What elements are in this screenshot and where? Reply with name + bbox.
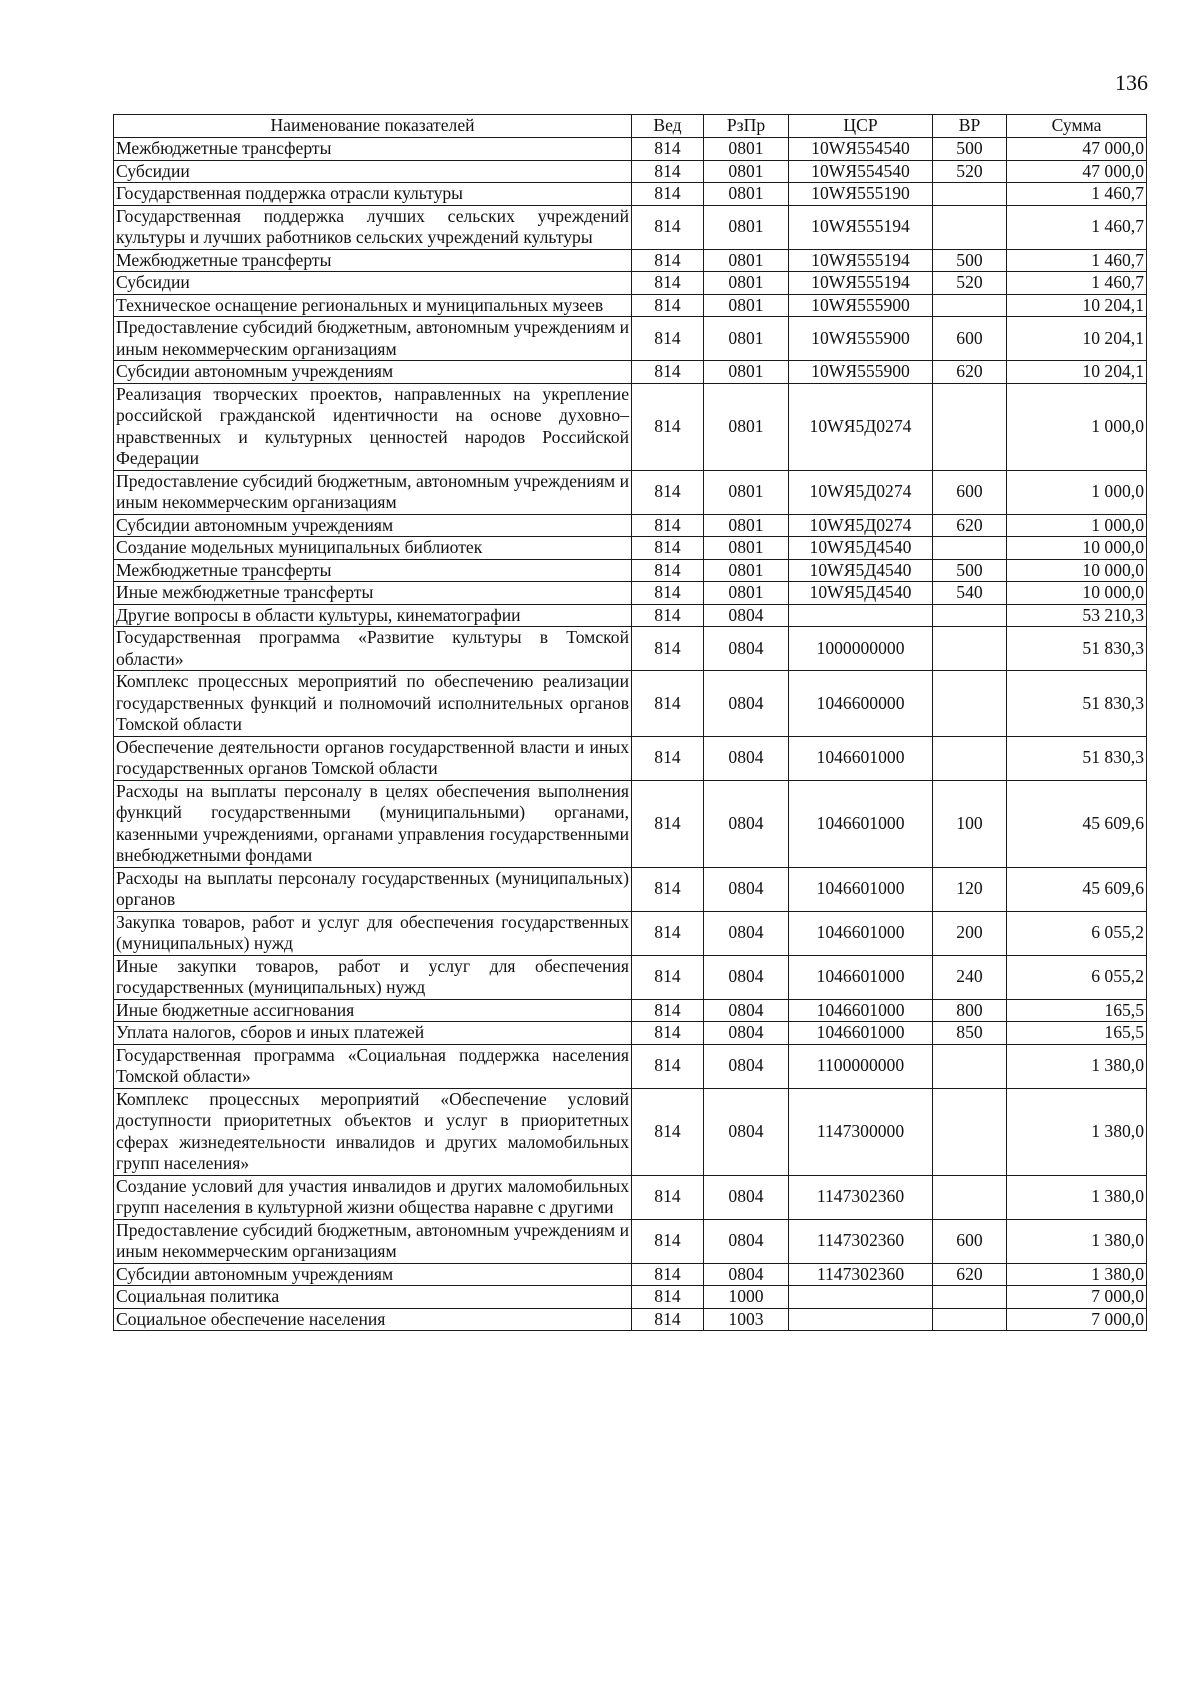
header-vr: ВР xyxy=(933,115,1007,138)
cell-name: Предоставление субсидий бюджетным, автономным учреждениям и иным некоммерческим организациям xyxy=(114,317,632,361)
cell-name: Социальное обеспечение населения xyxy=(114,1308,632,1331)
cell-rzpr: 0804 xyxy=(704,1022,789,1045)
header-name: Наименование показателей xyxy=(114,115,632,138)
cell-sum: 10 204,1 xyxy=(1007,317,1147,361)
cell-sum: 10 000,0 xyxy=(1007,537,1147,560)
table-row xyxy=(114,1044,1147,1088)
cell-rzpr: 0804 xyxy=(704,1263,789,1286)
cell-rzpr: 0804 xyxy=(704,780,789,867)
cell-name: Межбюджетные трансферты xyxy=(114,559,632,582)
cell-ved: 814 xyxy=(632,272,704,295)
table-row xyxy=(114,736,1147,780)
cell-name: Субсидии автономным учреждениям xyxy=(114,1263,632,1286)
cell-ved: 814 xyxy=(632,582,704,605)
cell-ved: 814 xyxy=(632,604,704,627)
cell-ved: 814 xyxy=(632,1308,704,1331)
cell-vr xyxy=(933,671,1007,737)
cell-rzpr: 0804 xyxy=(704,627,789,671)
cell-sum: 1 000,0 xyxy=(1007,514,1147,537)
cell-sum: 10 204,1 xyxy=(1007,361,1147,384)
table-row xyxy=(114,183,1147,206)
cell-rzpr: 0801 xyxy=(704,317,789,361)
cell-ved: 814 xyxy=(632,559,704,582)
cell-name: Иные межбюджетные трансферты xyxy=(114,582,632,605)
cell-csr: 10WЯ554540 xyxy=(789,138,933,161)
cell-sum: 1 460,7 xyxy=(1007,249,1147,272)
cell-ved: 814 xyxy=(632,383,704,470)
cell-name: Государственная поддержка отрасли культуры xyxy=(114,183,632,206)
cell-sum: 45 609,6 xyxy=(1007,867,1147,911)
table-row xyxy=(114,604,1147,627)
cell-rzpr: 0804 xyxy=(704,736,789,780)
cell-name: Расходы на выплаты персоналу государственных (муниципальных) органов xyxy=(114,867,632,911)
cell-name: Уплата налогов, сборов и иных платежей xyxy=(114,1022,632,1045)
cell-csr: 10WЯ555190 xyxy=(789,183,933,206)
cell-ved: 814 xyxy=(632,183,704,206)
cell-name: Межбюджетные трансферты xyxy=(114,249,632,272)
cell-csr: 1147302360 xyxy=(789,1175,933,1219)
cell-rzpr: 0804 xyxy=(704,999,789,1022)
cell-ved: 814 xyxy=(632,671,704,737)
table-row xyxy=(114,249,1147,272)
cell-vr xyxy=(933,537,1007,560)
table-row xyxy=(114,537,1147,560)
table-row xyxy=(114,559,1147,582)
cell-sum: 7 000,0 xyxy=(1007,1308,1147,1331)
cell-name: Создание условий для участия инвалидов и других маломобильных групп населения в культурной жизни общества наравне с другими xyxy=(114,1175,632,1219)
cell-ved: 814 xyxy=(632,160,704,183)
cell-sum: 1 000,0 xyxy=(1007,383,1147,470)
cell-name: Субсидии автономным учреждениям xyxy=(114,361,632,384)
cell-rzpr: 0804 xyxy=(704,1219,789,1263)
cell-rzpr: 0801 xyxy=(704,470,789,514)
cell-rzpr: 0804 xyxy=(704,1044,789,1088)
table-body xyxy=(114,138,1147,1331)
table-row xyxy=(114,1022,1147,1045)
cell-csr: 10WЯ555900 xyxy=(789,317,933,361)
cell-csr: 10WЯ5Д4540 xyxy=(789,559,933,582)
cell-ved: 814 xyxy=(632,537,704,560)
cell-vr xyxy=(933,1044,1007,1088)
cell-name: Предоставление субсидий бюджетным, автономным учреждениям и иным некоммерческим организациям xyxy=(114,470,632,514)
cell-vr xyxy=(933,1175,1007,1219)
cell-vr xyxy=(933,1088,1007,1175)
cell-sum: 53 210,3 xyxy=(1007,604,1147,627)
cell-rzpr: 0804 xyxy=(704,604,789,627)
cell-vr: 500 xyxy=(933,249,1007,272)
cell-sum: 10 000,0 xyxy=(1007,559,1147,582)
cell-ved: 814 xyxy=(632,1263,704,1286)
cell-rzpr: 0801 xyxy=(704,160,789,183)
budget-table xyxy=(113,114,1147,1331)
table-row xyxy=(114,1088,1147,1175)
cell-name: Государственная программа «Развитие культуры в Томской области» xyxy=(114,627,632,671)
cell-csr: 10WЯ555900 xyxy=(789,294,933,317)
cell-rzpr: 0801 xyxy=(704,361,789,384)
cell-name: Государственная программа «Социальная поддержка населения Томской области» xyxy=(114,1044,632,1088)
cell-rzpr: 0801 xyxy=(704,205,789,249)
cell-ved: 814 xyxy=(632,911,704,955)
cell-ved: 814 xyxy=(632,1088,704,1175)
cell-vr: 850 xyxy=(933,1022,1007,1045)
cell-ved: 814 xyxy=(632,867,704,911)
table-row xyxy=(114,272,1147,295)
cell-vr xyxy=(933,183,1007,206)
cell-vr: 620 xyxy=(933,514,1007,537)
cell-csr: 1046601000 xyxy=(789,911,933,955)
cell-ved: 814 xyxy=(632,294,704,317)
cell-vr: 240 xyxy=(933,955,1007,999)
cell-csr: 1147300000 xyxy=(789,1088,933,1175)
cell-vr: 500 xyxy=(933,559,1007,582)
table-row xyxy=(114,317,1147,361)
table-row xyxy=(114,1219,1147,1263)
table-row xyxy=(114,627,1147,671)
cell-ved: 814 xyxy=(632,1022,704,1045)
cell-vr: 520 xyxy=(933,160,1007,183)
cell-rzpr: 0804 xyxy=(704,1175,789,1219)
table-row xyxy=(114,999,1147,1022)
cell-sum: 165,5 xyxy=(1007,1022,1147,1045)
cell-sum: 10 000,0 xyxy=(1007,582,1147,605)
table-row xyxy=(114,470,1147,514)
cell-vr xyxy=(933,294,1007,317)
cell-name: Создание модельных муниципальных библиотек xyxy=(114,537,632,560)
cell-name: Иные бюджетные ассигнования xyxy=(114,999,632,1022)
cell-rzpr: 0804 xyxy=(704,671,789,737)
cell-vr: 200 xyxy=(933,911,1007,955)
cell-sum: 7 000,0 xyxy=(1007,1286,1147,1309)
cell-ved: 814 xyxy=(632,999,704,1022)
cell-rzpr: 1000 xyxy=(704,1286,789,1309)
cell-name: Расходы на выплаты персоналу в целях обеспечения выполнения функций государственными (муниципальными) органами, казенными учреждениями, органами управления государственными внебюджетными фондами xyxy=(114,780,632,867)
table-row xyxy=(114,138,1147,161)
cell-name: Субсидии xyxy=(114,160,632,183)
cell-ved: 814 xyxy=(632,317,704,361)
cell-sum: 1 460,7 xyxy=(1007,183,1147,206)
cell-ved: 814 xyxy=(632,736,704,780)
cell-vr: 620 xyxy=(933,1263,1007,1286)
cell-csr: 1147302360 xyxy=(789,1219,933,1263)
cell-csr: 10WЯ5Д0274 xyxy=(789,514,933,537)
table-row xyxy=(114,671,1147,737)
table-header xyxy=(114,115,1147,138)
cell-vr: 620 xyxy=(933,361,1007,384)
page-number: 136 xyxy=(1115,70,1148,95)
cell-ved: 814 xyxy=(632,627,704,671)
cell-ved: 814 xyxy=(632,205,704,249)
cell-vr: 500 xyxy=(933,138,1007,161)
cell-csr: 1046601000 xyxy=(789,867,933,911)
cell-name: Обеспечение деятельности органов государственной власти и иных государственных органов Томской области xyxy=(114,736,632,780)
cell-rzpr: 0801 xyxy=(704,294,789,317)
cell-ved: 814 xyxy=(632,361,704,384)
header-ved: Вед xyxy=(632,115,704,138)
cell-vr xyxy=(933,736,1007,780)
cell-csr: 10WЯ555194 xyxy=(789,272,933,295)
cell-sum: 6 055,2 xyxy=(1007,955,1147,999)
cell-vr xyxy=(933,383,1007,470)
cell-csr: 1046601000 xyxy=(789,1022,933,1045)
cell-name: Межбюджетные трансферты xyxy=(114,138,632,161)
header-csr: ЦСР xyxy=(789,115,933,138)
cell-sum: 1 380,0 xyxy=(1007,1088,1147,1175)
cell-name: Закупка товаров, работ и услуг для обеспечения государственных (муниципальных) нужд xyxy=(114,911,632,955)
table-row xyxy=(114,361,1147,384)
cell-csr: 1046601000 xyxy=(789,999,933,1022)
cell-sum: 51 830,3 xyxy=(1007,736,1147,780)
cell-sum: 1 380,0 xyxy=(1007,1263,1147,1286)
cell-ved: 814 xyxy=(632,1219,704,1263)
cell-name: Техническое оснащение региональных и муниципальных музеев xyxy=(114,294,632,317)
cell-vr: 120 xyxy=(933,867,1007,911)
header-rzpr: РзПр xyxy=(704,115,789,138)
cell-name: Субсидии xyxy=(114,272,632,295)
cell-vr: 600 xyxy=(933,1219,1007,1263)
cell-csr xyxy=(789,604,933,627)
cell-ved: 814 xyxy=(632,780,704,867)
cell-sum: 1 000,0 xyxy=(1007,470,1147,514)
cell-vr xyxy=(933,1308,1007,1331)
cell-ved: 814 xyxy=(632,514,704,537)
cell-name: Государственная поддержка лучших сельских учреждений культуры и лучших работников сельских учреждений культуры xyxy=(114,205,632,249)
cell-vr xyxy=(933,627,1007,671)
cell-rzpr: 0804 xyxy=(704,955,789,999)
cell-csr: 1046601000 xyxy=(789,955,933,999)
cell-vr xyxy=(933,1286,1007,1309)
cell-name: Субсидии автономным учреждениям xyxy=(114,514,632,537)
cell-name: Социальная политика xyxy=(114,1286,632,1309)
cell-vr xyxy=(933,205,1007,249)
cell-rzpr: 0801 xyxy=(704,272,789,295)
cell-csr: 10WЯ5Д0274 xyxy=(789,470,933,514)
table-row xyxy=(114,160,1147,183)
cell-name: Предоставление субсидий бюджетным, автономным учреждениям и иным некоммерческим организациям xyxy=(114,1219,632,1263)
table-row xyxy=(114,911,1147,955)
cell-name: Иные закупки товаров, работ и услуг для обеспечения государственных (муниципальных) нужд xyxy=(114,955,632,999)
cell-csr: 1046600000 xyxy=(789,671,933,737)
cell-rzpr: 0801 xyxy=(704,249,789,272)
table-row xyxy=(114,294,1147,317)
cell-csr: 10WЯ5Д0274 xyxy=(789,383,933,470)
cell-rzpr: 0801 xyxy=(704,537,789,560)
cell-name: Другие вопросы в области культуры, кинематографии xyxy=(114,604,632,627)
cell-sum: 1 460,7 xyxy=(1007,205,1147,249)
cell-rzpr: 0804 xyxy=(704,911,789,955)
cell-ved: 814 xyxy=(632,138,704,161)
table-row xyxy=(114,514,1147,537)
cell-sum: 1 380,0 xyxy=(1007,1219,1147,1263)
cell-ved: 814 xyxy=(632,1175,704,1219)
cell-vr: 520 xyxy=(933,272,1007,295)
cell-vr: 600 xyxy=(933,317,1007,361)
cell-name: Реализация творческих проектов, направленных на укрепление российской гражданской идентичности на основе духовно–нравственных и культурных ценностей народов Российской Федерации xyxy=(114,383,632,470)
cell-name: Комплекс процессных мероприятий по обеспечению реализации государственных функций и полномочий исполнительных органов Томской области xyxy=(114,671,632,737)
cell-sum: 10 204,1 xyxy=(1007,294,1147,317)
cell-sum: 51 830,3 xyxy=(1007,627,1147,671)
cell-csr: 1100000000 xyxy=(789,1044,933,1088)
cell-sum: 47 000,0 xyxy=(1007,138,1147,161)
cell-csr: 1046601000 xyxy=(789,780,933,867)
table-row xyxy=(114,205,1147,249)
cell-rzpr: 0804 xyxy=(704,867,789,911)
cell-csr: 10WЯ5Д4540 xyxy=(789,582,933,605)
cell-sum: 1 380,0 xyxy=(1007,1175,1147,1219)
cell-vr: 540 xyxy=(933,582,1007,605)
header-row xyxy=(114,115,1147,138)
cell-csr xyxy=(789,1308,933,1331)
cell-sum: 165,5 xyxy=(1007,999,1147,1022)
cell-ved: 814 xyxy=(632,1044,704,1088)
table-row xyxy=(114,383,1147,470)
cell-rzpr: 0801 xyxy=(704,138,789,161)
table-row xyxy=(114,1175,1147,1219)
cell-rzpr: 0804 xyxy=(704,1088,789,1175)
cell-vr: 100 xyxy=(933,780,1007,867)
cell-csr: 1046601000 xyxy=(789,736,933,780)
table-row xyxy=(114,780,1147,867)
cell-csr: 10WЯ555900 xyxy=(789,361,933,384)
cell-rzpr: 0801 xyxy=(704,183,789,206)
cell-rzpr: 0801 xyxy=(704,383,789,470)
cell-rzpr: 0801 xyxy=(704,559,789,582)
cell-rzpr: 0801 xyxy=(704,582,789,605)
cell-sum: 47 000,0 xyxy=(1007,160,1147,183)
cell-vr xyxy=(933,604,1007,627)
cell-sum: 6 055,2 xyxy=(1007,911,1147,955)
cell-csr: 10WЯ555194 xyxy=(789,249,933,272)
table-row xyxy=(114,582,1147,605)
cell-ved: 814 xyxy=(632,955,704,999)
cell-csr: 1000000000 xyxy=(789,627,933,671)
table-row xyxy=(114,955,1147,999)
cell-rzpr: 1003 xyxy=(704,1308,789,1331)
table-row xyxy=(114,1286,1147,1309)
cell-csr: 10WЯ554540 xyxy=(789,160,933,183)
cell-sum: 45 609,6 xyxy=(1007,780,1147,867)
cell-vr: 800 xyxy=(933,999,1007,1022)
cell-vr: 600 xyxy=(933,470,1007,514)
header-sum: Сумма xyxy=(1007,115,1147,138)
cell-ved: 814 xyxy=(632,470,704,514)
cell-rzpr: 0801 xyxy=(704,514,789,537)
cell-ved: 814 xyxy=(632,249,704,272)
cell-sum: 1 460,7 xyxy=(1007,272,1147,295)
cell-csr: 10WЯ555194 xyxy=(789,205,933,249)
cell-csr: 1147302360 xyxy=(789,1263,933,1286)
cell-sum: 51 830,3 xyxy=(1007,671,1147,737)
cell-csr: 10WЯ5Д4540 xyxy=(789,537,933,560)
cell-ved: 814 xyxy=(632,1286,704,1309)
table-row xyxy=(114,1263,1147,1286)
table-row xyxy=(114,1308,1147,1331)
table-row xyxy=(114,867,1147,911)
cell-csr xyxy=(789,1286,933,1309)
cell-name: Комплекс процессных мероприятий «Обеспечение условий доступности приоритетных объектов и услуг в приоритетных сферах жизнедеятельности инвалидов и других маломобильных групп населения» xyxy=(114,1088,632,1175)
cell-sum: 1 380,0 xyxy=(1007,1044,1147,1088)
